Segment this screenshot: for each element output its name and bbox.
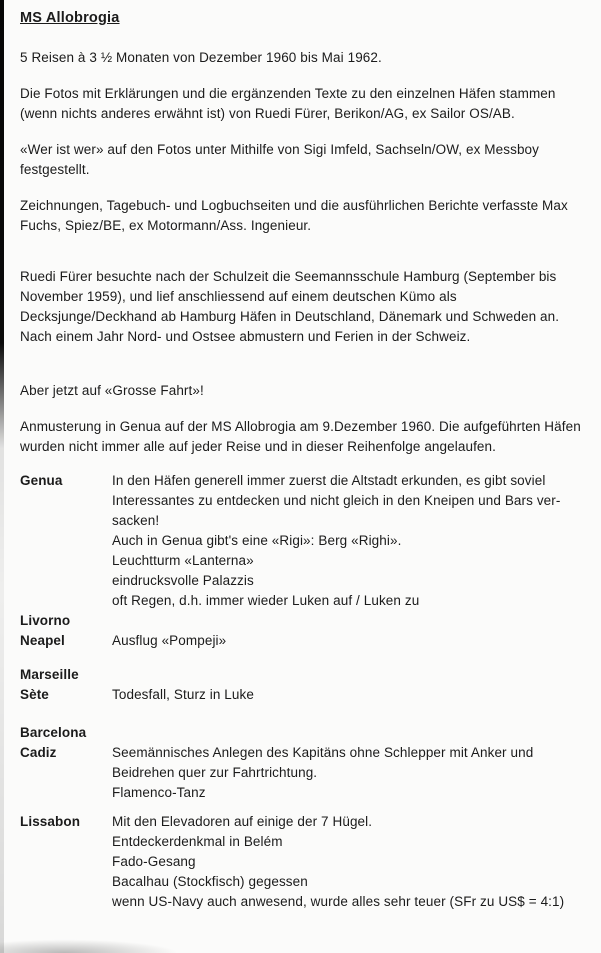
paragraph-grosse-fahrt bbox=[20, 381, 591, 401]
paragraph-line: Die Fotos mit Erklärungen und die ergänzenden Texte zu den einzelnen Häfen stammen bbox=[20, 86, 556, 101]
port-note-line: wenn US-Navy auch anwesend, wurde alles sehr teuer (SFr zu US$ = 4:1) bbox=[112, 894, 565, 909]
port-note-line: Interessantes zu entdecken und nicht gleich in den Kneipen und Bars ver- bbox=[112, 493, 561, 508]
port-row-sete bbox=[20, 685, 591, 705]
paragraph-photos-credit bbox=[20, 84, 591, 124]
paragraph-line: Aber jetzt auf «Grosse Fahrt»! bbox=[20, 383, 204, 398]
paragraph-line: (wenn nichts anderes erwähnt ist) von Ruedi Fürer, Berikon/AG, ex Sailor OS/AB. bbox=[20, 106, 515, 121]
port-note-line: Fado-Gesang bbox=[112, 854, 196, 869]
port-name: Cadiz bbox=[20, 745, 57, 760]
port-row-lissabon bbox=[20, 812, 591, 912]
paragraph-line: Ruedi Fürer besuchte nach der Schulzeit die Seemannsschule Hamburg (September bis bbox=[20, 269, 557, 284]
port-row-marseille bbox=[20, 665, 591, 685]
port-name: Livorno bbox=[20, 613, 71, 628]
port-name: Neapel bbox=[20, 633, 65, 648]
paragraph-wer-ist-wer bbox=[20, 140, 591, 180]
paragraph-line: wurden nicht immer alle auf jeder Reise und in dieser Reihenfolge angelaufen. bbox=[20, 439, 496, 454]
port-name: Genua bbox=[20, 473, 63, 488]
paragraph-line: Nach einem Jahr Nord- und Ostsee abmustern und Ferien in der Schweiz. bbox=[20, 329, 471, 344]
port-note-line: oft Regen, d.h. immer wieder Luken auf / Luken zu bbox=[112, 593, 420, 608]
port-notes bbox=[112, 812, 591, 912]
port-note-line: eindrucksvolle Palazzis bbox=[112, 573, 254, 588]
port-note-line: Flamenco-Tanz bbox=[112, 785, 206, 800]
port-note-line: In den Häfen generell immer zuerst die Altstadt erkunden, es gibt soviel bbox=[112, 473, 546, 488]
paragraph-anmusterung bbox=[20, 417, 591, 457]
port-notes bbox=[112, 471, 591, 611]
ports-table bbox=[20, 471, 591, 912]
port-notes bbox=[112, 685, 591, 705]
port-note-line: sacken! bbox=[112, 513, 160, 528]
port-notes bbox=[112, 743, 591, 803]
paragraph-ruedi-biography bbox=[20, 267, 591, 347]
paragraph-drawings-credit bbox=[20, 196, 591, 236]
port-note-line: Leuchtturm «Lanterna» bbox=[112, 553, 254, 568]
paragraph-line: festgestellt. bbox=[20, 162, 90, 177]
paragraph-line: Decksjunge/Deckhand ab Hamburg Häfen in Deutschland, Dänemark und Schweden an. bbox=[20, 309, 560, 324]
port-note-line: Seemännisches Anlegen des Kapitäns ohne Schlepper mit Anker und bbox=[112, 745, 534, 760]
port-note-line: Bacalhau (Stockfisch) gegessen bbox=[112, 874, 308, 889]
paragraph-line: November 1959), und lief anschliessend auf einem deutschen Kümo als bbox=[20, 289, 457, 304]
port-note-line: Entdeckerdenkmal in Belém bbox=[112, 834, 283, 849]
paragraph-line: Fuchs, Spiez/BE, ex Motormann/Ass. Ingenieur. bbox=[20, 218, 312, 233]
port-note-line: Auch in Genua gibt's eine «Rigi»: Berg «Righi». bbox=[112, 533, 402, 548]
scan-edge-artifact bbox=[0, 0, 4, 953]
port-note-line: Todesfall, Sturz in Luke bbox=[112, 687, 254, 702]
port-row-genua bbox=[20, 471, 591, 611]
port-name: Sète bbox=[20, 687, 49, 702]
paragraph-line: Anmusterung in Genua auf der MS Allobrogia am 9.Dezember 1960. Die aufgeführten Häfen bbox=[20, 419, 581, 434]
port-row-livorno bbox=[20, 611, 591, 631]
page-title: MS Allobrogia bbox=[20, 10, 120, 26]
scan-smudge bbox=[0, 937, 230, 953]
port-note-line: Ausflug «Pompeji» bbox=[112, 633, 227, 648]
port-row-neapel bbox=[20, 631, 591, 651]
port-row-cadiz bbox=[20, 743, 591, 803]
port-note-line: Beidrehen quer zur Fahrtrichtung. bbox=[112, 765, 318, 780]
paragraph-voyages bbox=[20, 48, 591, 68]
port-notes bbox=[112, 631, 591, 651]
paragraph-line: «Wer ist wer» auf den Fotos unter Mithilfe von Sigi Imfeld, Sachseln/OW, ex Messboy bbox=[20, 142, 540, 157]
port-name: Lissabon bbox=[20, 814, 81, 829]
port-row-barcelona bbox=[20, 723, 591, 743]
paragraph-line: Zeichnungen, Tagebuch- und Logbuchseiten und die ausführlichen Berichte verfasste Max bbox=[20, 198, 568, 213]
paragraph-line: 5 Reisen à 3 ½ Monaten von Dezember 1960 bis Mai 1962. bbox=[20, 50, 382, 65]
port-note-line: Mit den Elevadoren auf einige der 7 Hügel. bbox=[112, 814, 373, 829]
port-name: Marseille bbox=[20, 667, 79, 682]
port-name: Barcelona bbox=[20, 725, 87, 740]
